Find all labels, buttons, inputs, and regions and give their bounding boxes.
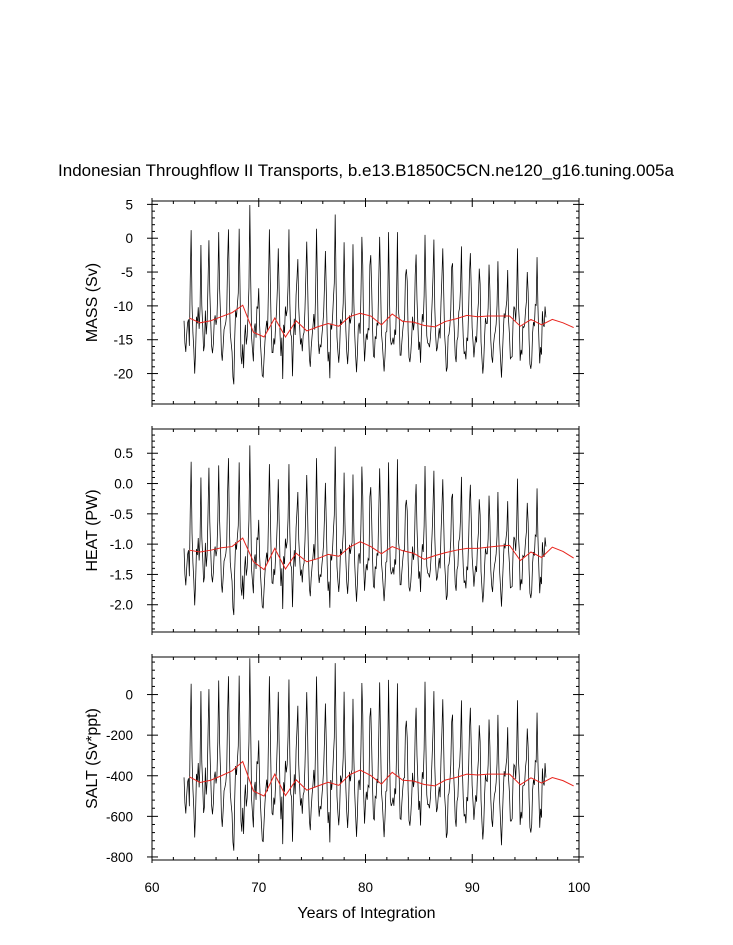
- mass-y-tick-label: -20: [113, 366, 133, 382]
- mass-y-axis-label: MASS (Sv): [84, 262, 101, 343]
- x-tick-labels: [144, 880, 590, 895]
- heat-y-tick-label: -1.5: [109, 567, 133, 583]
- chart-panels: [84, 197, 590, 895]
- x-tick-label: 90: [464, 880, 480, 895]
- mass-y-tick-label: 5: [125, 197, 133, 213]
- heat-plot-frame: [152, 429, 579, 632]
- x-tick-label: 80: [357, 880, 374, 895]
- heat-y-tick-label: -0.5: [109, 506, 133, 522]
- salt-y-tick-label: -200: [105, 728, 133, 744]
- salt-y-tick-label: -800: [105, 849, 133, 865]
- heat-panel: [84, 426, 584, 635]
- salt-panel: [84, 654, 584, 865]
- salt-y-axis-label: SALT (Sv*ppt): [84, 708, 101, 809]
- heat-y-tick-label: -2.0: [109, 597, 133, 613]
- salt-y-tick-label: -400: [105, 768, 133, 784]
- salt-monthly-series-line: [184, 658, 546, 850]
- x-tick-label: 60: [144, 880, 160, 895]
- mass-plot-frame: [152, 201, 579, 404]
- mass-y-tick-label: 0: [125, 231, 133, 247]
- mass-y-tick-label: -15: [113, 332, 133, 348]
- mass-panel: [84, 197, 584, 407]
- salt-y-tick-label: -600: [105, 809, 133, 825]
- heat-y-tick-label: 0.0: [114, 476, 133, 492]
- mass-y-tick-label: -10: [113, 298, 133, 314]
- x-axis-label: Years of Integration: [297, 905, 436, 922]
- heat-y-tick-label: -1.0: [109, 537, 133, 553]
- heat-y-axis-label: HEAT (PW): [84, 489, 101, 572]
- mass-y-tick-label: -5: [120, 265, 133, 281]
- salt-y-tick-label: 0: [125, 687, 133, 703]
- heat-monthly-series-line: [184, 445, 546, 615]
- chart-title: Indonesian Throughflow II Transports, b.e13.B1850C5CN.ne120_g16.tuning.005a: [58, 161, 674, 180]
- mass-monthly-series-line: [184, 205, 546, 384]
- heat-y-tick-label: 0.5: [114, 446, 133, 462]
- x-tick-label: 70: [251, 880, 267, 895]
- salt-plot-frame: [152, 657, 579, 860]
- x-tick-label: 100: [567, 880, 591, 895]
